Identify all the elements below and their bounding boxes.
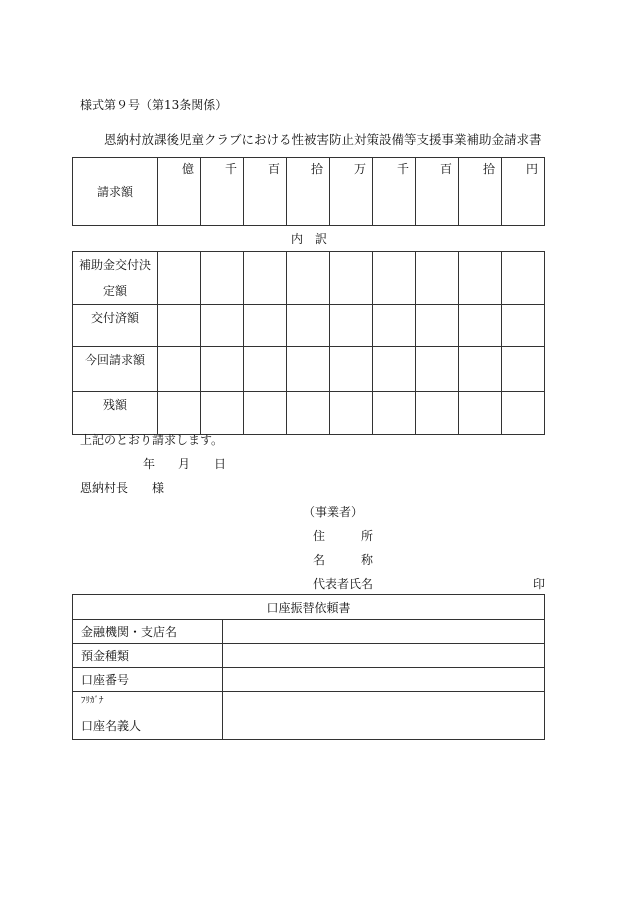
digit-cell[interactable] xyxy=(373,347,416,392)
table-row xyxy=(73,305,545,347)
business-name-label: 名 称 xyxy=(313,553,374,567)
digit-cell[interactable] xyxy=(287,252,330,305)
digit-cell[interactable] xyxy=(287,305,330,347)
unit-hyaku-1[interactable]: 百 xyxy=(244,158,287,226)
row-label-remaining xyxy=(73,392,158,435)
addressee-name: 恩納村長 xyxy=(80,481,129,495)
form-number: 様式第９号（第13条関係） xyxy=(80,98,228,112)
row-label-line1: 補助金交付決 xyxy=(78,258,151,272)
digit-cell[interactable] xyxy=(158,252,201,305)
digit-cell[interactable] xyxy=(330,305,373,347)
amount-row xyxy=(73,158,545,226)
business-address-label: 住 所 xyxy=(313,529,374,543)
unit-juu-2[interactable]: 拾 xyxy=(459,158,502,226)
table-row xyxy=(73,692,545,740)
table-row xyxy=(73,644,545,668)
digit-cell[interactable] xyxy=(330,392,373,435)
digit-cell[interactable] xyxy=(244,252,287,305)
digit-cell[interactable] xyxy=(416,392,459,435)
digit-cell[interactable] xyxy=(459,305,502,347)
unit-sen-1[interactable]: 千 xyxy=(201,158,244,226)
furigana-label: ﾌﾘｶﾞﾅ xyxy=(81,696,104,706)
digit-cell[interactable] xyxy=(201,392,244,435)
amount-label: 請求額 xyxy=(73,158,158,226)
digit-cell[interactable] xyxy=(502,252,545,305)
digit-cell[interactable] xyxy=(459,347,502,392)
unit-man[interactable]: 万 xyxy=(330,158,373,226)
digit-cell[interactable] xyxy=(244,305,287,347)
unit-sen-2[interactable]: 千 xyxy=(373,158,416,226)
digit-cell[interactable] xyxy=(158,392,201,435)
digit-cell[interactable] xyxy=(373,392,416,435)
digit-cell[interactable] xyxy=(416,305,459,347)
digit-cell[interactable] xyxy=(244,392,287,435)
deposit-type-label: 預金種類 xyxy=(73,644,223,668)
table-row xyxy=(73,347,545,392)
row-label-current xyxy=(73,347,158,392)
table-row xyxy=(73,392,545,435)
row-label-text: 残額 xyxy=(102,398,127,412)
addressee-honorific: 様 xyxy=(152,481,165,495)
digit-cell[interactable] xyxy=(330,347,373,392)
digit-cell[interactable] xyxy=(287,347,330,392)
digit-cell[interactable] xyxy=(373,252,416,305)
table-row xyxy=(73,620,545,644)
digit-cell[interactable] xyxy=(502,305,545,347)
unit-hyaku-2[interactable]: 百 xyxy=(416,158,459,226)
breakdown-heading: 内 訳 xyxy=(291,232,328,246)
unit-en[interactable]: 円 xyxy=(502,158,545,226)
digit-cell[interactable] xyxy=(201,347,244,392)
unit-oku[interactable]: 億 xyxy=(158,158,201,226)
row-label-grant-decision xyxy=(73,252,158,305)
account-holder-label-cell xyxy=(73,692,223,740)
table-row xyxy=(73,252,545,305)
digit-cell[interactable] xyxy=(459,392,502,435)
account-number-label: 口座番号 xyxy=(73,668,223,692)
digit-cell[interactable] xyxy=(416,252,459,305)
row-label-text: 交付済額 xyxy=(90,311,139,325)
deposit-type-field[interactable] xyxy=(223,644,545,668)
row-label-line2: 定額 xyxy=(102,284,127,298)
digit-cell[interactable] xyxy=(201,252,244,305)
digit-cell[interactable] xyxy=(459,252,502,305)
digit-cell[interactable] xyxy=(287,392,330,435)
request-statement: 上記のとおり請求します。 xyxy=(80,433,224,447)
digit-cell[interactable] xyxy=(502,392,545,435)
date-month: 月 xyxy=(178,457,191,471)
digit-cell[interactable] xyxy=(201,305,244,347)
document-title: 恩納村放課後児童クラブにおける性被害防止対策設備等支援事業補助金請求書 xyxy=(104,132,542,147)
account-holder-field[interactable] xyxy=(223,692,545,740)
institution-field[interactable] xyxy=(223,620,545,644)
unit-juu-1[interactable]: 拾 xyxy=(287,158,330,226)
digit-cell[interactable] xyxy=(158,305,201,347)
bank-transfer-table xyxy=(72,594,545,740)
digit-cell[interactable] xyxy=(158,347,201,392)
account-holder-label: 口座名義人 xyxy=(81,719,142,733)
table-row xyxy=(73,668,545,692)
business-heading: （事業者） xyxy=(303,505,364,519)
digit-cell[interactable] xyxy=(373,305,416,347)
table-row xyxy=(73,595,545,620)
institution-label: 金融機関・支店名 xyxy=(73,620,223,644)
row-label-paid xyxy=(73,305,158,347)
bank-table-title: 口座振替依頼書 xyxy=(73,595,545,620)
amount-table xyxy=(72,157,545,226)
digit-cell[interactable] xyxy=(244,347,287,392)
breakdown-table xyxy=(72,251,545,435)
representative-label: 代表者氏名 xyxy=(313,577,374,591)
seal-mark: 印 xyxy=(533,577,546,591)
date-year: 年 xyxy=(143,457,156,471)
digit-cell[interactable] xyxy=(416,347,459,392)
digit-cell[interactable] xyxy=(502,347,545,392)
account-number-field[interactable] xyxy=(223,668,545,692)
digit-cell[interactable] xyxy=(330,252,373,305)
date-day: 日 xyxy=(214,457,227,471)
row-label-text: 今回請求額 xyxy=(84,353,145,367)
